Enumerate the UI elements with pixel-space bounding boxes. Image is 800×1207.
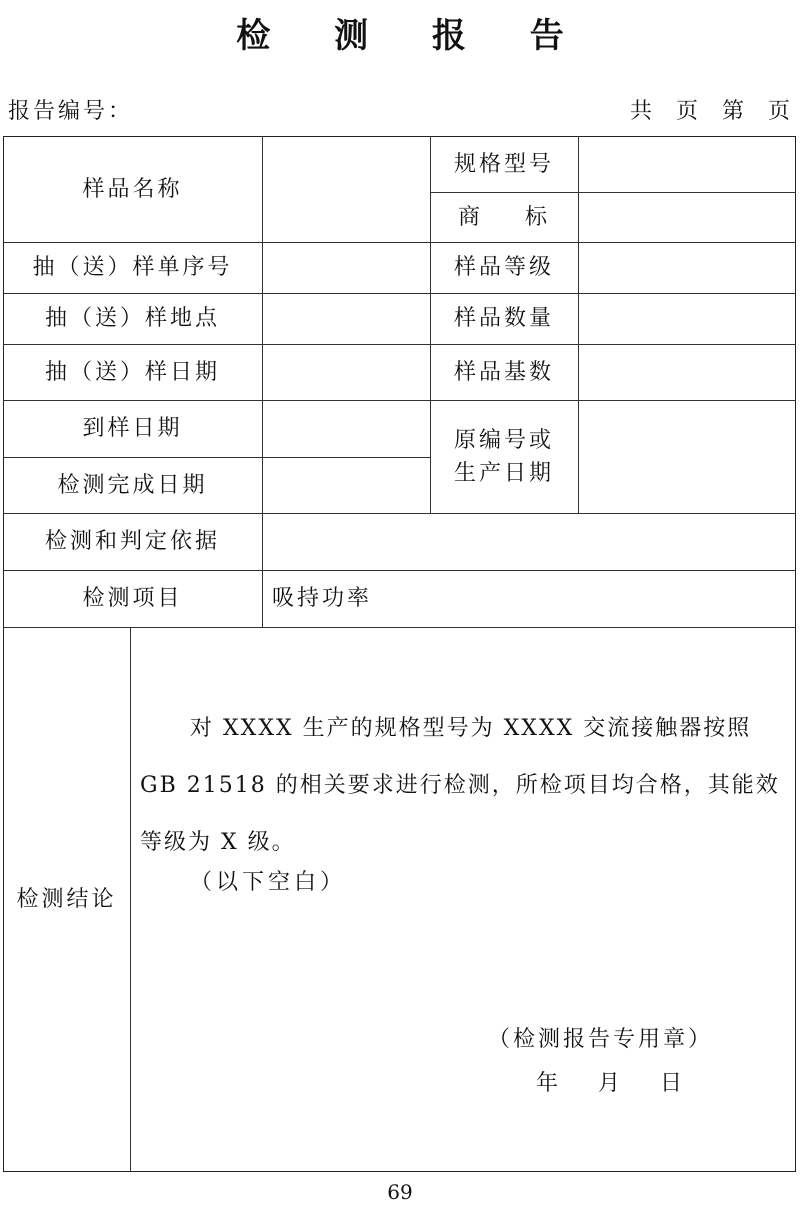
report-number-label: 报告编号： — [8, 99, 134, 124]
sample-base-label: 样品基数 — [453, 359, 554, 385]
page-info-current-suffix: 页 — [767, 99, 790, 124]
sampling-date-label: 抽（送）样日期 — [44, 359, 220, 385]
sampling-number-label: 抽（送）样单序号 — [32, 255, 233, 280]
page-info-current-prefix: 第 — [721, 99, 744, 124]
date-day: 日 — [660, 1071, 683, 1096]
test-items-label: 检测项目 — [82, 586, 183, 611]
table-rule — [262, 136, 263, 627]
sample-quantity-label: 样品数量 — [453, 306, 554, 331]
conclusion-text — [140, 700, 788, 871]
sampling-place-label: 抽（送）样地点 — [44, 306, 220, 331]
signature-date — [536, 1066, 682, 1097]
page-info-total-prefix: 共 — [629, 99, 652, 124]
trademark-char-1: 商 — [458, 204, 484, 230]
stamp-label: （检测报告专用章） — [488, 1027, 714, 1052]
original-number-label-line1: 原编号或 — [453, 427, 554, 453]
table-rule — [130, 627, 131, 1172]
spec-model-label: 规格型号 — [453, 151, 554, 177]
sample-grade-label: 样品等级 — [453, 255, 554, 280]
page-info — [630, 94, 790, 125]
test-basis-label: 检测和判定依据 — [44, 529, 220, 554]
table-rule — [578, 136, 579, 513]
conclusion-line-2: GB 21518 的相关要求进行检测，所检项目均合格，其能效 — [140, 773, 780, 798]
conclusion-line-3: 等级为 X 级。 — [140, 830, 296, 855]
test-items-value: 吸持功率 — [272, 586, 373, 611]
document-title: 检 测 报 告 — [236, 16, 590, 56]
conclusion-label: 检测结论 — [16, 887, 117, 912]
original-number-label — [430, 400, 578, 513]
blank-below-note: （以下空白） — [190, 870, 347, 895]
trademark-label — [430, 192, 578, 242]
date-month: 月 — [598, 1071, 621, 1096]
test-completion-date-label: 检测完成日期 — [57, 472, 208, 498]
date-year: 年 — [536, 1071, 559, 1096]
arrival-date-label: 到样日期 — [82, 416, 183, 441]
trademark-char-2: 标 — [524, 204, 550, 230]
page-number: 69 — [387, 1180, 413, 1204]
conclusion-line-1: 对 XXXX 生产的规格型号为 XXXX 交流接触器按照 — [190, 716, 752, 741]
original-number-label-line2: 生产日期 — [453, 460, 554, 486]
sample-name-label: 样品名称 — [82, 176, 183, 202]
page-info-total-suffix: 页 — [675, 99, 698, 124]
